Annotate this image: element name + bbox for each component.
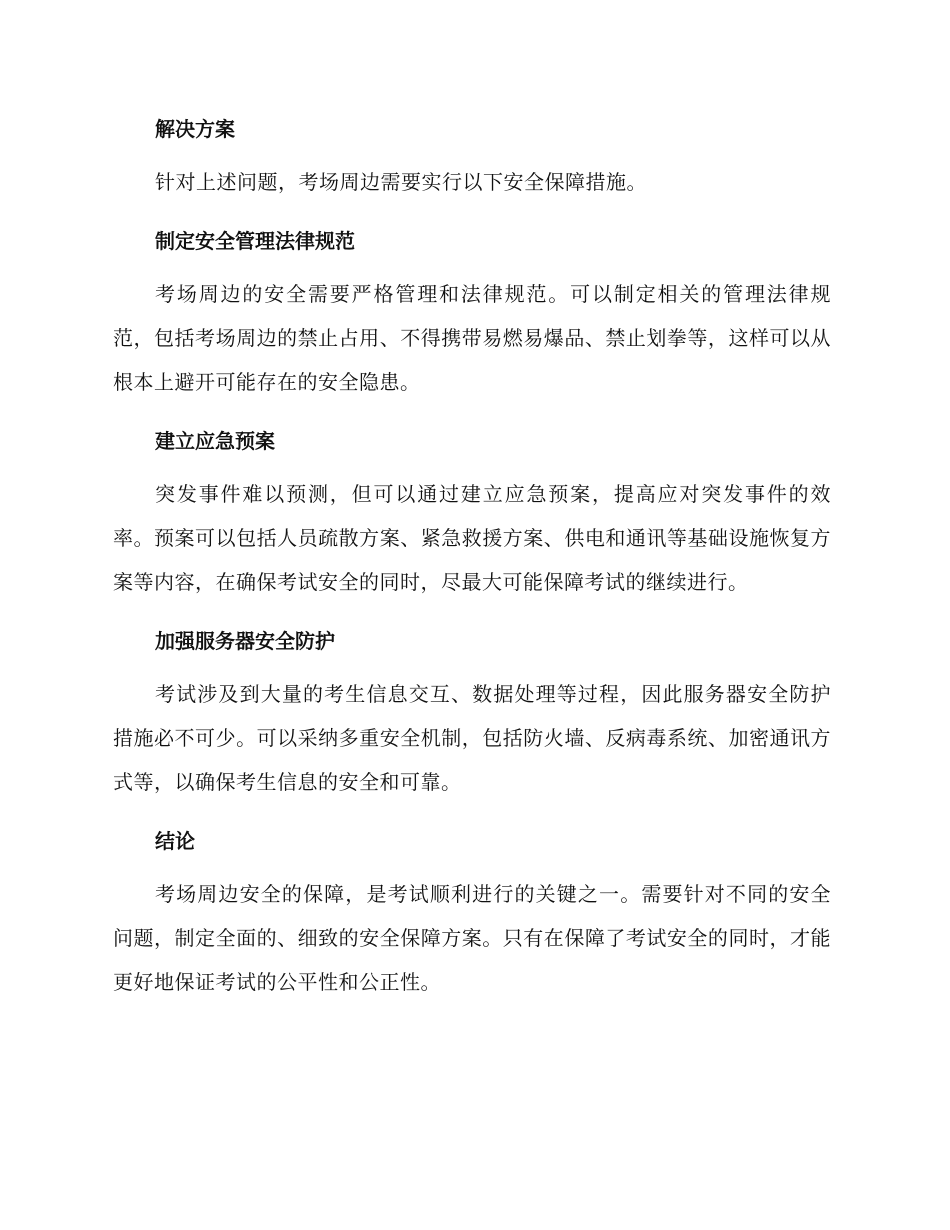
section-paragraph-emergency-plan: 突发事件难以预测，但可以通过建立应急预案，提高应对突发事件的效率。预案可以包括人员疏散方案、紧急救援方案、供电和通讯等基础设施恢复方案等内容，在确保考试安全的同时，尽最大可能保障考试的继续进行。 xyxy=(113,482,831,594)
section-heading-emergency-plan: 建立应急预案 xyxy=(155,429,275,453)
section-heading-legal-norms: 制定安全管理法律规范 xyxy=(155,229,355,253)
section-paragraph-server-security: 考试涉及到大量的考生信息交互、数据处理等过程，因此服务器安全防护措施必不可少。可以采纳多重安全机制，包括防火墙、反病毒系统、加密通讯方式等，以确保考生信息的安全和可靠。 xyxy=(113,682,831,794)
section-paragraph-conclusion: 考场周边安全的保障，是考试顺利进行的关键之一。需要针对不同的安全问题，制定全面的、细致的安全保障方案。只有在保障了考试安全的同时，才能更好地保证考试的公平性和公正性。 xyxy=(113,882,831,994)
section-paragraph-solution: 针对上述问题，考场周边需要实行以下安全保障措施。 xyxy=(155,170,647,194)
document-page xyxy=(113,112,831,1004)
section-heading-server-security: 加强服务器安全防护 xyxy=(155,629,335,653)
section-heading-conclusion: 结论 xyxy=(155,829,195,853)
section-paragraph-legal-norms: 考场周边的安全需要严格管理和法律规范。可以制定相关的管理法律规范，包括考场周边的禁止占用、不得携带易燃易爆品、禁止划拳等，这样可以从根本上避开可能存在的安全隐患。 xyxy=(113,282,831,394)
section-heading-solution: 解决方案 xyxy=(155,117,235,141)
